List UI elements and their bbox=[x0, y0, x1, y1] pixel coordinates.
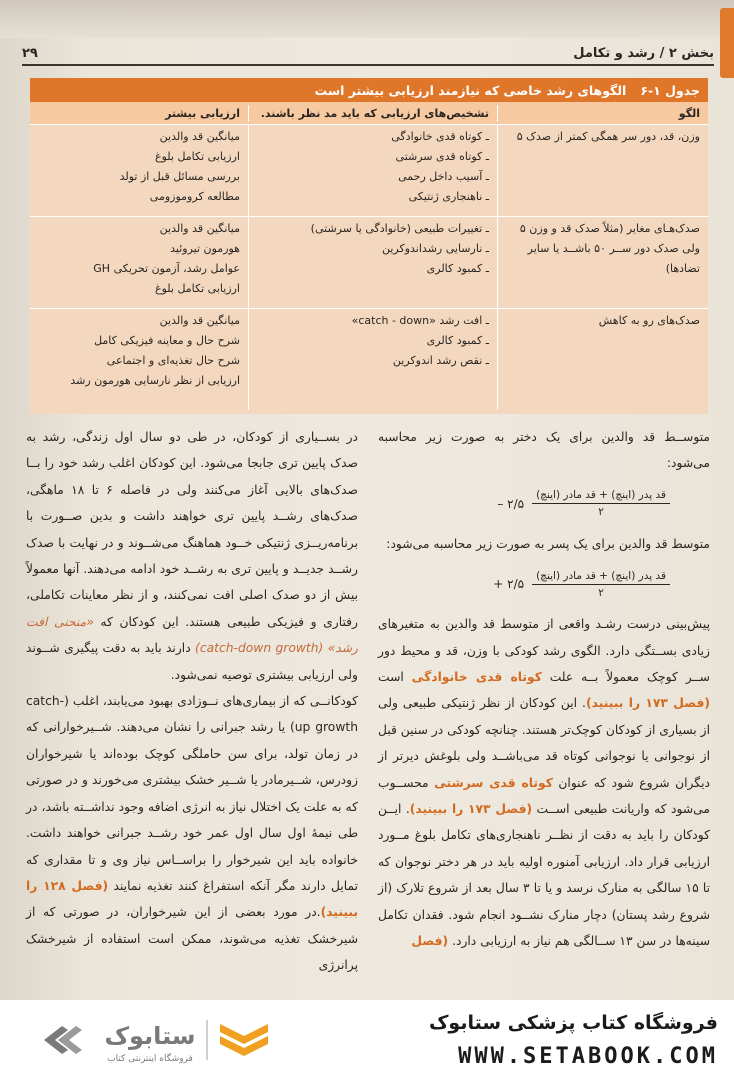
table-caption bbox=[30, 78, 708, 102]
formula-constant: + ۲/۵ bbox=[493, 577, 525, 592]
chapter-title: بخش ۲ / رشد و تکامل bbox=[573, 45, 714, 61]
text-span: کودکانــی که از بیماری‌های نــوزادی بهبود می‌یابند، اغلب (catch-up growth) یا رشد جبرانی را نشان می‌دهند. شــیرخوارانی که در زمان تولد، برای سن حاملگی کوچک بوده‌اند یا شیرخواران زودرس، شــیرمادر یا شــیر خشک بیشتری می‌خورند و در صورتی که به علت یک اختلال نیاز به انرژی اضافه وجود نداشــته باشد، در طی نیمهٔ اول سال اول عمر خود رشــد جبرانی خواهند داشت. خانواده باید این شیرخوار را براســاس نیاز وی و تا مقداری که تمایل دارند مگر آنکه استفراغ کنند تغذیه نمایند bbox=[26, 694, 358, 893]
diagnosis-item: ـ کوتاه قدی سرشتی bbox=[257, 147, 489, 167]
text-span: محســوب می‌شود که واریانت طبیعی اســت bbox=[378, 775, 710, 817]
text-column-left bbox=[26, 424, 358, 979]
text-span: دارند باید به دقت پیگیری شــوند ولی ارزیابی بیشتری توصیه نمی‌شود. bbox=[26, 641, 358, 682]
setabook-logo bbox=[38, 1014, 288, 1066]
text-span: پیش‌بینی درست رشـد واقعی از متوسط قد والدین به متغیرهای زیادی بســتگی دارد. الگوی رشد کودکی با وزن، قد و محیط دور ســر کوچک معمولاً بــه علت bbox=[378, 617, 710, 685]
text-span: . ایــن کودکان را باید به دقت از نظــر ناهنجاری‌های تکامل بلوغ مــورد ارزیابی قرار داد. ارزیابی آمنوره اولیه باید در هر دختر نوجوان که تا ۱۵ سالگی به منارک نرسد و یا تا ۳ سال بعد از شروع تلارک (از شروع رشد پستان) دچار منارک نشــود انجام شود. فقدان تکامل سینه‌ها در سن ۱۳ ســالگی هم نیاز به ارزیابی دارد. bbox=[378, 802, 711, 949]
store-footer bbox=[0, 1000, 734, 1080]
evaluation-item: ارزیابی تکامل بلوغ bbox=[155, 150, 240, 163]
formula-constant: – ۲/۵ bbox=[497, 496, 525, 511]
evaluation-item: مطالعه کروموزومی bbox=[149, 190, 240, 203]
term-catch-down-en: (catch-down growth) bbox=[195, 641, 324, 656]
evaluation-item: میانگین قد والدین bbox=[159, 130, 240, 143]
girl-formula-intro: متوســط قد والدین برای یک دختر به صورت زیر محاسبه می‌شود: bbox=[378, 430, 710, 471]
logo-tagline: فروشگاه اینترنتی کتاب bbox=[107, 1054, 193, 1064]
diagnosis-item: ـ ناهنجاری ژنتیکی bbox=[257, 187, 489, 207]
evaluation-item: ارزیابی از نظر نارسایی هورمون رشد bbox=[70, 374, 240, 387]
shop-name: فروشگاه کتاب پزشکی ستابوک bbox=[428, 1012, 718, 1034]
diagnosis-item: ـ نارسایی رشداندوکرین bbox=[257, 239, 489, 259]
evaluation-item: میانگین قد والدین bbox=[159, 222, 240, 235]
table-header-row bbox=[30, 102, 708, 124]
growth-patterns-table bbox=[30, 78, 708, 414]
evaluation-item: شرح حال و معاینه فیزیکی کامل bbox=[94, 334, 240, 347]
website-link[interactable]: WWW.SETABOOK.COM bbox=[458, 1044, 718, 1069]
book-stack-icon bbox=[220, 1024, 268, 1056]
running-header bbox=[22, 42, 714, 64]
text-span: . این کودکان از نظر ژنتیکی طبیعی ولی از بسیاری از کودکان کوچک‌تر هستند. چنانچه کودکی در سنین قبل از نوجوانی یا نوجوانی کوتاه قد می‌باشــد ولی بلوغش دیرتر از دیگران شروع شود که عنوان bbox=[378, 696, 710, 790]
column-header-evaluation: ارزیابی بیشتر bbox=[165, 106, 240, 120]
table-row bbox=[30, 216, 708, 308]
diagnosis-item: ـ کوتاه قدی خانوادگی bbox=[257, 127, 489, 147]
table-title: الگوهای رشد خاصی که نیازمند ارزیابی بیشتر است bbox=[314, 82, 627, 98]
paragraph-short-stature bbox=[378, 611, 710, 954]
chapter-reference: (فصل ۱۷۳ را ببینید) bbox=[409, 802, 533, 817]
girl-mid-parental-formula bbox=[378, 477, 710, 531]
diagnosis-item: ـ تغییرات طبیعی (خانوادگی یا سرشتی) bbox=[257, 219, 489, 239]
diagnoses-cell bbox=[248, 309, 498, 410]
diagnoses-cell bbox=[248, 125, 498, 216]
evaluation-item: میانگین قد والدین bbox=[159, 314, 240, 327]
table-row bbox=[30, 308, 708, 410]
evaluation-item: ارزیابی تکامل بلوغ bbox=[155, 282, 240, 295]
formula-fraction bbox=[532, 568, 670, 601]
column-header-pattern: الگو bbox=[678, 106, 700, 120]
chapter-reference: (فصل ۱۲۸ را ببینید) bbox=[26, 878, 358, 920]
paragraph-catch-up bbox=[26, 688, 358, 978]
evaluation-cell bbox=[30, 217, 248, 308]
pattern-cell: صدک‌هـای مغایر (مثلاً صدک قد و وزن ۵ ولی صدک دور ســر ۵۰ باشــد یا سایر تضادها) bbox=[519, 222, 700, 275]
diagnosis-item: ـ کمبود کالری bbox=[257, 331, 489, 351]
evaluation-item: شرح حال تغذیه‌ای و اجتماعی bbox=[106, 354, 240, 367]
diagnosis-item: ـ نقص رشد اندوکرین bbox=[257, 351, 489, 371]
text-span: .در مورد بعضی از این شیرخواران، در صورتی که از شیرخشک تغذیه می‌شوند، ممکن است استفاده از شیرخشک پرانرژی bbox=[26, 905, 358, 973]
chapter-reference: (فصل ۱۷۳ را ببینید) bbox=[585, 696, 710, 711]
formula-denominator: ۲ bbox=[598, 506, 604, 519]
term-catch-down-fa: «منحنی افت رشد» bbox=[26, 614, 358, 656]
text-span: است bbox=[378, 670, 412, 685]
formula-fraction bbox=[532, 487, 670, 520]
logo-wordmark: ستابوک bbox=[104, 1022, 196, 1050]
pattern-cell: صدک‌های رو به کاهش bbox=[598, 314, 700, 327]
diagnosis-item: ـ افت رشد «catch - down» bbox=[257, 311, 489, 331]
text-column-right bbox=[378, 424, 710, 955]
column-header-diagnoses: تشخیص‌های ارزیابی که باید مد نظر باشند. bbox=[248, 105, 498, 122]
chapter-edge-tab bbox=[720, 8, 734, 78]
term-familial-short-stature: کوتاه قدی خانوادگی bbox=[411, 670, 542, 685]
table-number: جدول ۱-۶ bbox=[640, 82, 700, 98]
boy-formula-intro: متوسط قد والدین برای یک پسر به صورت زیر محاسبه می‌شود: bbox=[386, 536, 710, 551]
page-edge-shadow bbox=[0, 0, 734, 38]
evaluation-item: عوامل رشد، آزمون تحریکی GH bbox=[93, 262, 240, 275]
formula-denominator: ۲ bbox=[598, 586, 604, 599]
header-divider bbox=[22, 64, 714, 66]
chapter-reference: (فصل bbox=[411, 934, 449, 949]
diagnosis-item: ـ آسیب داخل رحمی bbox=[257, 167, 489, 187]
evaluation-item: هورمون تیروئید bbox=[170, 242, 240, 255]
paragraph-catch-down bbox=[26, 424, 358, 688]
formula-numerator: قد پدر (اینچ) + قد مادر (اینچ) bbox=[532, 487, 670, 504]
evaluation-cell bbox=[30, 125, 248, 216]
chevrons-icon bbox=[44, 1026, 82, 1054]
text-span: در بســیاری از کودکان، در طی دو سال اول زندگی، رشد به صدک پایین تری جابجا می‌شود. این کودکان اغلب رشد خود را بــا صدک‌های بالایی آغاز می‌کنند ولی در فاصله ۶ تا ۱۸ ماهگی، صدک‌های رشــد پایین تری خواهند داشت و بدین صــورت با برنامه‌ریــزی ژنتیکی خــود هماهنگ می‌شــوند و در نهایت با صدک رشــد جدیــد و پایین تری به رشــد خود ادامه می‌دهند. آنها معمولاً بیش از دو صدک اصلی افت نمی‌کنند، و از نظر معاینات تکاملی، رفتاری و فیزیکی طبیعی هستند. این کودکان که bbox=[26, 430, 358, 629]
boy-mid-parental-formula bbox=[378, 557, 710, 611]
evaluation-cell bbox=[30, 309, 248, 410]
page-number: ۲۹ bbox=[22, 45, 38, 61]
term-constitutional-short-stature: کوتاه قدی سرشتی bbox=[434, 775, 553, 790]
formula-numerator: قد پدر (اینچ) + قد مادر (اینچ) bbox=[532, 568, 670, 585]
evaluation-item: بررسی مسائل قبل از تولد bbox=[119, 170, 240, 183]
diagnosis-item: ـ کمبود کالری bbox=[257, 259, 489, 279]
diagnoses-cell bbox=[248, 217, 498, 308]
table-row bbox=[30, 124, 708, 216]
pattern-cell: وزن، قد، دور سر همگی کمتر از صدک ۵ bbox=[516, 130, 700, 143]
